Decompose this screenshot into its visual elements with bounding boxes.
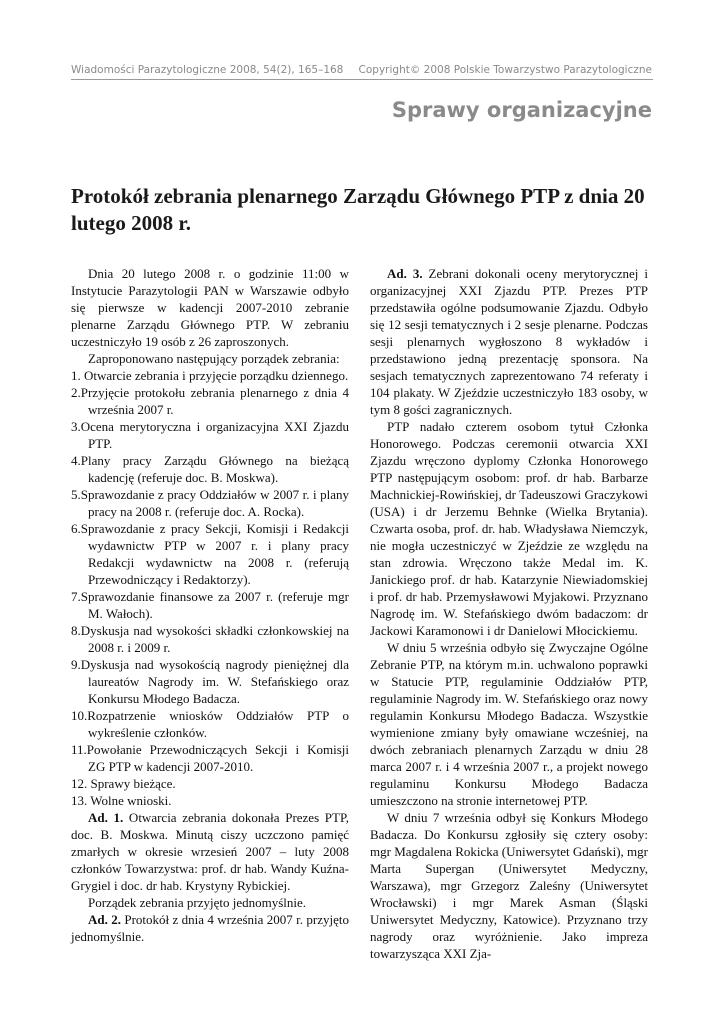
- right-column: [370, 265, 648, 962]
- agenda-intro: Zaproponowano następujący porządek zebrania:: [88, 351, 340, 366]
- agenda-item-number: 6.: [71, 521, 81, 536]
- agenda-item-text: Sprawozdanie finansowe za 2007 r. (referuje mgr M. Wałoch).: [80, 589, 349, 621]
- agenda-item: [71, 486, 349, 520]
- agenda-item-text: Otwarcie zebrania i przyjęcie porządku dziennego.: [84, 368, 349, 383]
- agenda-item: [71, 384, 349, 418]
- agenda-item: [71, 741, 349, 775]
- agenda-item: [71, 367, 349, 384]
- ad1-text: Otwarcia zebrania dokonała Prezes PTP, doc. B. Moskwa. Minutą ciszy uczczono pamięć zmarłych w okresie wrzesień 2007 – luty 2008 członków Towarzystwa: prof. dr hab. Wandy Kuźna-Grygiel i doc. dr hab. Krystyny Rybickiej.: [71, 810, 349, 893]
- agenda-item: [71, 622, 349, 656]
- agenda-item-number: 8.: [71, 623, 81, 638]
- agenda-item-number: 9.: [71, 657, 81, 672]
- agenda-item: [71, 707, 349, 741]
- agenda-item: [71, 775, 349, 792]
- ad2-paragraph: [71, 911, 349, 945]
- document-title: Protokół zebrania plenarnego Zarządu Głównego PTP z dnia 20 lutego 2008 r.: [71, 184, 645, 235]
- agenda-item-text: Powołanie Przewodniczących Sekcji i Komisji ZG PTP w kadencji 2007-2010.: [86, 742, 349, 774]
- copyright-notice: Copyright© 2008 Polskie Towarzystwo Parazytologiczne: [358, 64, 652, 76]
- agenda-item-text: Rozpatrzenie wniosków Oddziałów PTP o wykreślenie członków.: [87, 708, 349, 740]
- agenda-item: [71, 588, 349, 622]
- young-researcher-paragraph: W dniu 7 września odbył się Konkurs Młodego Badacza. Do Konkursu zgłosiły się cztery osoby: mgr Magdalena Rokicka (Uniwersytet Gdański), mgr Marta Supergan (Uniwersytet Medyczny, Warszawa), mgr Grzegorz Zaleśny (Uniwersytet Wrocławski) i mgr Marek Asman (Śląski Uniwersytet Medyczny, Katowice). Przyznano trzy nagrody oraz wyróżnienie. Jako impreza towarzysząca XXI Zja-: [370, 810, 648, 961]
- ad3-paragraph: [370, 265, 648, 418]
- intro-paragraph: Dnia 20 lutego 2008 r. o godzinie 11:00 w Instytucie Parazytologii PAN w Warszawie odbyło się pierwsze w kadencji 2007-2010 zebranie plenarne Zarządu Głównego PTP. W zebraniu uczestniczyło 19 osób z 26 zaproszonych.: [71, 266, 349, 349]
- agenda-item-number: 4.: [71, 453, 81, 468]
- agenda-item-number: 1.: [71, 368, 81, 383]
- agenda-item: [71, 418, 349, 452]
- ad1-agenda-accepted: Porządek zebrania przyjęto jednomyślnie.: [88, 895, 307, 910]
- agenda-item-text: Dyskusja nad wysokością nagrody pieniężnej dla laureatów Nagrody im. W. Stefańskiego oraz Konkursu Młodego Badacza.: [80, 657, 349, 706]
- general-meeting-paragraph: W dniu 5 września odbyło się Zwyczajne Ogólne Zebranie PTP, na którym m.in. uchwalono poprawki w Statucie PTP, regulaminie Oddziałów PTP, regulaminie Nagrody im. W. Stefańskiego oraz nowy regulamin Konkursu Młodego Badacza. Wszystkie wymienione zmiany były omawiane wcześniej, na dwóch zebraniach plenarnych Zarządu w dniu 28 marca 2007 r. i 4 września 2007 r., a projekt nowego regulaminu Konkursu Młodego Badacza umieszczono na stronie internetowej PTP.: [370, 640, 648, 808]
- agenda-item-number: 13.: [71, 793, 88, 808]
- ad3-text: Zebrani dokonali oceny merytorycznej i organizacyjnej XXI Zjazdu PTP. Prezes PTP przedstawiła ogólne podsumowanie Zjazdu. Odbyło się 12 sesji tematycznych i 2 sesje plenarne. Podczas sesji plenarnych wygłoszono 8 wykładów i przedstawiono jedną prezentację sponsora. Na sesjach tematycznych zaprezentowano 74 referaty i 104 plakaty. W Zjeździe uczestniczyło 183 osoby, w tym 8 gości zagranicznych.: [370, 266, 648, 417]
- agenda-item-number: 2.: [71, 385, 81, 400]
- journal-citation: Wiadomości Parazytologiczne 2008, 54(2), 165–168: [71, 64, 344, 76]
- agenda-item-text: Plany pracy Zarządu Głównego na bieżącą kadencję (referuje doc. B. Moskwa).: [80, 453, 349, 485]
- agenda-item: [71, 520, 349, 588]
- agenda-item-number: 7.: [71, 589, 81, 604]
- section-title: Sprawy organizacyjne: [391, 98, 652, 122]
- agenda-item-number: 10.: [71, 708, 88, 723]
- agenda-item-number: 11.: [71, 742, 87, 757]
- agenda-item-text: Wolne wnioski.: [90, 793, 172, 808]
- agenda-list: [71, 367, 349, 809]
- agenda-item-text: Sprawy bieżące.: [90, 776, 176, 791]
- agenda-item-text: Przyjęcie protokołu zebrania plenarnego z dnia 4 września 2007 r.: [80, 385, 349, 417]
- ad2-text: Protokół z dnia 4 września 2007 r. przyjęto jednomyślnie.: [71, 912, 349, 944]
- agenda-item-number: 3.: [71, 419, 81, 434]
- honorary-members-paragraph: PTP nadało czterem osobom tytuł Członka Honorowego. Podczas ceremonii otwarcia XXI Zjazdu wręczono dyplomy Członka Honorowego PTP następującym osobom: prof. dr hab. Barbarze Machnickiej-Rowińskiej, dr Tadeuszowi Graczykowi (USA) i dr Jerzemu Behnke (Wielka Brytania). Czwarta osoba, prof. dr. hab. Władysława Niemczyk, nie mogła uczestniczyć w Zjeździe ze względu na stan zdrowia. Wręczono także Medal im. K. Janickiego prof. dr hab. Katarzynie Niewiadomskiej i prof. dr hab. Przemysławowi Myjakowi. Przyznano Nagrodę im. W. Stefańskiego dwóm badaczom: dr Jackowi Karamonowi i dr Danielowi Młocickiemu.: [370, 419, 648, 638]
- agenda-item-number: 5.: [71, 487, 81, 502]
- agenda-item: [71, 452, 349, 486]
- agenda-item: [71, 656, 349, 707]
- ad1-paragraph: [71, 809, 349, 894]
- agenda-item: [71, 792, 349, 809]
- header-divider: [71, 79, 653, 80]
- agenda-item-text: Ocena merytoryczna i organizacyjna XXI Zjazdu PTP.: [80, 419, 349, 451]
- ad2-label: Ad. 2.: [88, 912, 121, 927]
- agenda-item-number: 12.: [71, 776, 88, 791]
- agenda-item-text: Sprawozdanie z pracy Sekcji, Komisji i Redakcji wydawnictw PTP w 2007 r. i plany pracy Redakcji wydawnictw na 2008 r. (referują Przewodniczący i Redaktorzy).: [80, 521, 349, 587]
- left-column: [71, 265, 349, 945]
- ad1-label: Ad. 1.: [88, 810, 124, 825]
- agenda-item-text: Sprawozdanie z pracy Oddziałów w 2007 r. i plany pracy na 2008 r. (referuje doc. A. Rocka).: [80, 487, 349, 519]
- ad3-label: Ad. 3.: [387, 266, 423, 281]
- agenda-item-text: Dyskusja nad wysokości składki członkowskiej na 2008 r. i 2009 r.: [80, 623, 349, 655]
